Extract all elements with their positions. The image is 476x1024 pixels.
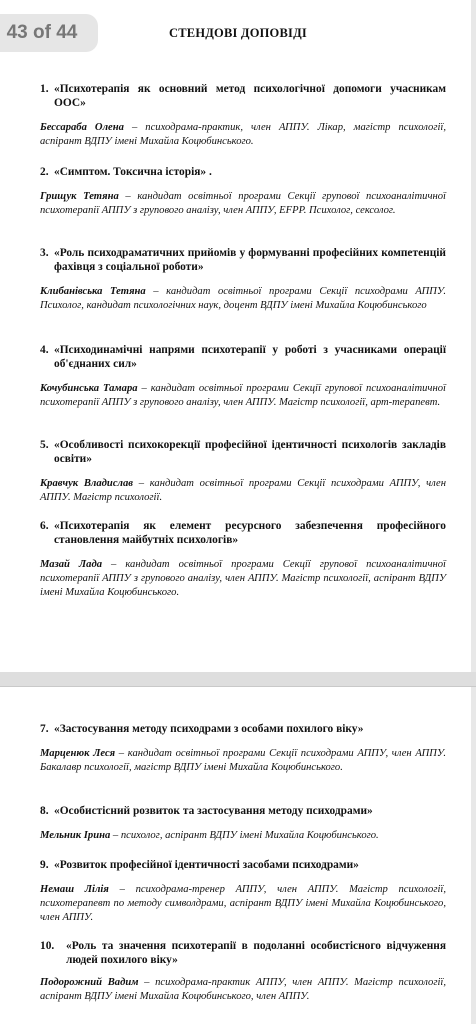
- entry-9: [40, 858, 446, 925]
- author-desc: – кандидат освітньої програми Секції психодрами АППУ, член АППУ. Магістр психології.: [40, 478, 446, 503]
- author-desc: – психодрама-практик АППУ, член АППУ. Магістр психології, аспірант ВДПУ імені Михайла Коцюбинського, член АППУ.: [40, 977, 446, 1002]
- author-desc: – кандидат освітньої програми Секції групової психоаналітичної психотерапії АППУ з групового аналізу, член АППУ, EFPP. Психолог, сексолог.: [40, 191, 446, 216]
- author-name: Кочубинська Тамара: [40, 383, 138, 394]
- entry-title: 3. «Роль психодраматичних прийомів у формуванні професійних компетенцій фахівця з соціальної роботи»: [40, 247, 446, 273]
- author-desc: – кандидат освітньої програми Секції психодрами АППУ, член АППУ. Бакалавр психології, магістр ВДПУ імені Михайла Коцюбинського.: [40, 748, 446, 773]
- entry-3: [40, 246, 446, 313]
- author-desc: – кандидат освітньої програми Секції психодрами АППУ. Психолог, кандидат психологічних наук, доцент ВДПУ імені Михайла Коцюбинського: [40, 286, 446, 311]
- entry-author: [40, 285, 446, 313]
- author-name: Марценюк Леся: [40, 748, 116, 759]
- author-name: Кравчук Владислав: [40, 478, 133, 489]
- entry-author: [40, 829, 446, 843]
- entry-title: 9. «Розвиток професійної ідентичності засобами психодрами»: [40, 859, 359, 871]
- entry-title: 1. «Психотерапія як основний метод психологічної допомоги учасникам ООС»: [40, 83, 446, 109]
- author-name: Подорожний Вадим: [40, 977, 139, 988]
- entry-author: [40, 976, 446, 1004]
- entry-7: [40, 722, 446, 775]
- entry-author: [40, 190, 446, 218]
- entry-1: [40, 82, 446, 149]
- author-desc: – психолог, аспірант ВДПУ імені Михайла Коцюбинського.: [110, 830, 379, 841]
- entry-author: [40, 747, 446, 775]
- author-desc: – кандидат освітньої програми Секції групової психоаналітичної психотерапії АППУ з групового аналізу, член АППУ. Магістр психології, арт-терапевт.: [40, 383, 446, 408]
- author-name: Клибанівська Тетяна: [40, 286, 146, 297]
- entry-title: 7. «Застосування методу психодрами з особами похилого віку»: [40, 723, 364, 735]
- author-desc: – психодрама-тренер АППУ, член АППУ. Магістр психології, психотерапевт по методу символдрами, аспірант ВДПУ імені Михайла Коцюбинського, член АППУ.: [40, 884, 446, 923]
- entry-6: [40, 519, 446, 600]
- author-name: Бессараба Олена: [40, 122, 124, 133]
- author-name: Грищук Тетяна: [40, 191, 119, 202]
- entry-10: [40, 939, 446, 1004]
- author-name: Мельник Ірина: [40, 830, 111, 841]
- entry-author: [40, 558, 446, 600]
- entry-8: [40, 804, 446, 843]
- page-edge: [471, 0, 476, 1024]
- entry-author: [40, 477, 446, 505]
- page-indicator: 43 of 44: [0, 14, 98, 52]
- entry-title: 6. «Психотерапія як елемент ресурсного забезпечення професійного становлення майбутніх психологів»: [40, 520, 446, 546]
- entry-title: 8. «Особистісний розвиток та застосування методу психодрами»: [40, 805, 373, 817]
- entry-5: [40, 438, 446, 505]
- entry-title: 4. «Психодинамічні напрями психотерапії у роботі з учасниками операції об'єднаних сил»: [40, 344, 446, 370]
- page-title: СТЕНДОВІ ДОПОВІДІ: [169, 26, 307, 40]
- entry-author: [40, 382, 446, 410]
- author-name: Немаш Лілія: [40, 884, 109, 895]
- entry-4: [40, 343, 446, 410]
- author-desc: – кандидат освітньої програми Секції групової психоаналітичної психотерапії АППУ з групового аналізу, член АППУ. Магістр психології, аспірант ВДПУ імені Михайла Коцюбинського.: [40, 559, 447, 598]
- page-separator: [0, 672, 476, 686]
- author-desc: – психодрама-практик, член АППУ. Лікар, магістр психології, аспірант ВДПУ імені Михайла Коцюбинського.: [40, 122, 446, 147]
- page-top-edge: [0, 686, 476, 687]
- entry-title: 2. «Симптом. Токсична історія» .: [40, 166, 212, 178]
- entry-2: [40, 165, 446, 218]
- entry-title: 5. «Особливості психокорекції професійної ідентичності психологів закладів освіти»: [40, 439, 446, 465]
- entry-title: 10. «Роль та значення психотерапії в подоланні особистісного відчуження людей похилого віку»: [40, 940, 446, 966]
- author-name: Мазай Лада: [40, 559, 103, 570]
- entry-author: [40, 121, 446, 149]
- entry-author: [40, 883, 446, 925]
